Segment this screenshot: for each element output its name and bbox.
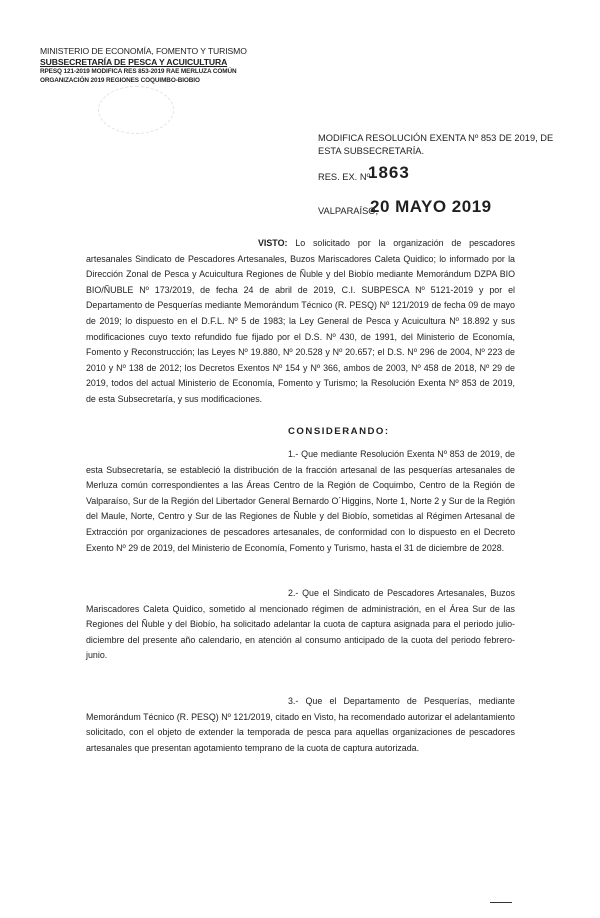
footer-line [490, 902, 512, 903]
document-title: MODIFICA RESOLUCIÓN EXENTA Nº 853 DE 2019, DE ESTA SUBSECRETARÍA. [318, 133, 554, 156]
considerando-text: 3.- Que el Departamento de Pesquerías, mediante Memorándum Técnico (R. PESQ) Nº 121/2019, citado en Visto, ha recomendado autorizar el adelantamiento solicitado, con el objeto de extender la temporada de pesca para aquellas organizaciones de pescadores artesanales que presentan agotamiento temprano de la cuota de captura autorizada. [86, 696, 515, 753]
resolution-label: RES. EX. Nº [318, 172, 370, 182]
considerando-item [86, 447, 515, 556]
resolution-date: 20 MAYO 2019 [370, 197, 492, 216]
considerando-item [86, 586, 515, 664]
visto-paragraph [86, 236, 515, 408]
visto-label: VISTO: [258, 238, 288, 248]
city-label: VALPARAÍSO, [318, 206, 379, 216]
considerando-text: 2.- Que el Sindicato de Pescadores Artesanales, Buzos Mariscadores Caleta Quidico, sometido al mencionado régimen de administración, en el Área Sur de las Regiones del Ñuble y del Biobío, ha solicitado adelantar la cuota de captura asignada para el periodo julio-diciembre del presente año calendario, en atención al consumo anticipado de la cuota del periodo febrero-junio. [86, 588, 515, 661]
subsecretaria-name: SUBSECRETARÍA DE PESCA Y ACUICULTURA [40, 57, 228, 67]
considerando-text: 1.- Que mediante Resolución Exenta Nº 853 de 2019, de esta Subsecretaría, se estableció la distribución de la fracción artesanal de las pesquerías artesanales de Merluza común correspondientes a las Áreas Centro de la Región de Coquimbo, Centro de la Región de Valparaíso, Sur de la Región del Libertador General Bernardo O´Higgins, Norte 1, Norte 2 y Sur de la Región del Maule, Norte, Centro y Sur de las Regiones de Ñuble y del Biobío, sometidas al Régimen Artesanal de Extracción por organizaciones de pescadores artesanales, de conformidad con lo dispuesto en el Decreto Exento Nº 29 de 2019, del Ministerio de Economía, Fomento y Turismo, hasta el 31 de diciembre de 2028. [86, 449, 515, 553]
reference-line-2: ORGANIZACIÓN 2019 REGIONES COQUIMBO-BIOBIO [40, 76, 200, 84]
letterhead [40, 46, 340, 85]
considerando-heading: CONSIDERANDO: [288, 426, 390, 437]
faded-seal-stamp [98, 86, 174, 134]
considerando-item [86, 694, 515, 756]
visto-text: Lo solicitado por la organización de pescadores artesanales Sindicato de Pescadores Artesanales, Buzos Mariscadores Caleta Quidico; lo informado por la Dirección Zonal de Pesca y Acuicultura Regiones de Ñuble y del Biobío mediante Memorándum DZPA BIO BIO/ÑUBLE Nº 173/2019, de fecha 24 de abril de 2019, C.I. SUBPESCA Nº 5121-2019 y por el Departamento de Pesquerías mediante Memorándum Técnico (R. PESQ) Nº 121/2019 de fecha 09 de mayo de 2019; lo dispuesto en el D.F.L. Nº 5 de 1983; la Ley General de Pesca y Acuicultura Nº 18.892 y sus modificaciones cuyo texto refundido fue fijado por el D.S. Nº 430, de 1991, del Ministerio de Economía, Fomento y Reconstrucción; las Leyes Nº 19.880, Nº 20.528 y Nº 20.657; el D.S. Nº 296 de 2004, Nº 223 de 2010 y Nº 138 de 2012; los Decretos Exentos Nº 154 y Nº 366, ambos de 2003, Nº 458 de 2018, Nº 29 de 2019, todos del actual Ministerio de Economía, Fomento y Turismo; la Resolución Exenta Nº 853 de 2019, de esta Subsecretaría, y sus modificaciones. [86, 238, 515, 404]
resolution-number: 1863 [368, 163, 410, 182]
ministry-name: MINISTERIO DE ECONOMÍA, FOMENTO Y TURISMO [40, 46, 247, 56]
reference-line-1: RPESQ 121-2019 MODIFICA RES 853-2019 RAE MERLUZA COMÚN [40, 68, 237, 75]
